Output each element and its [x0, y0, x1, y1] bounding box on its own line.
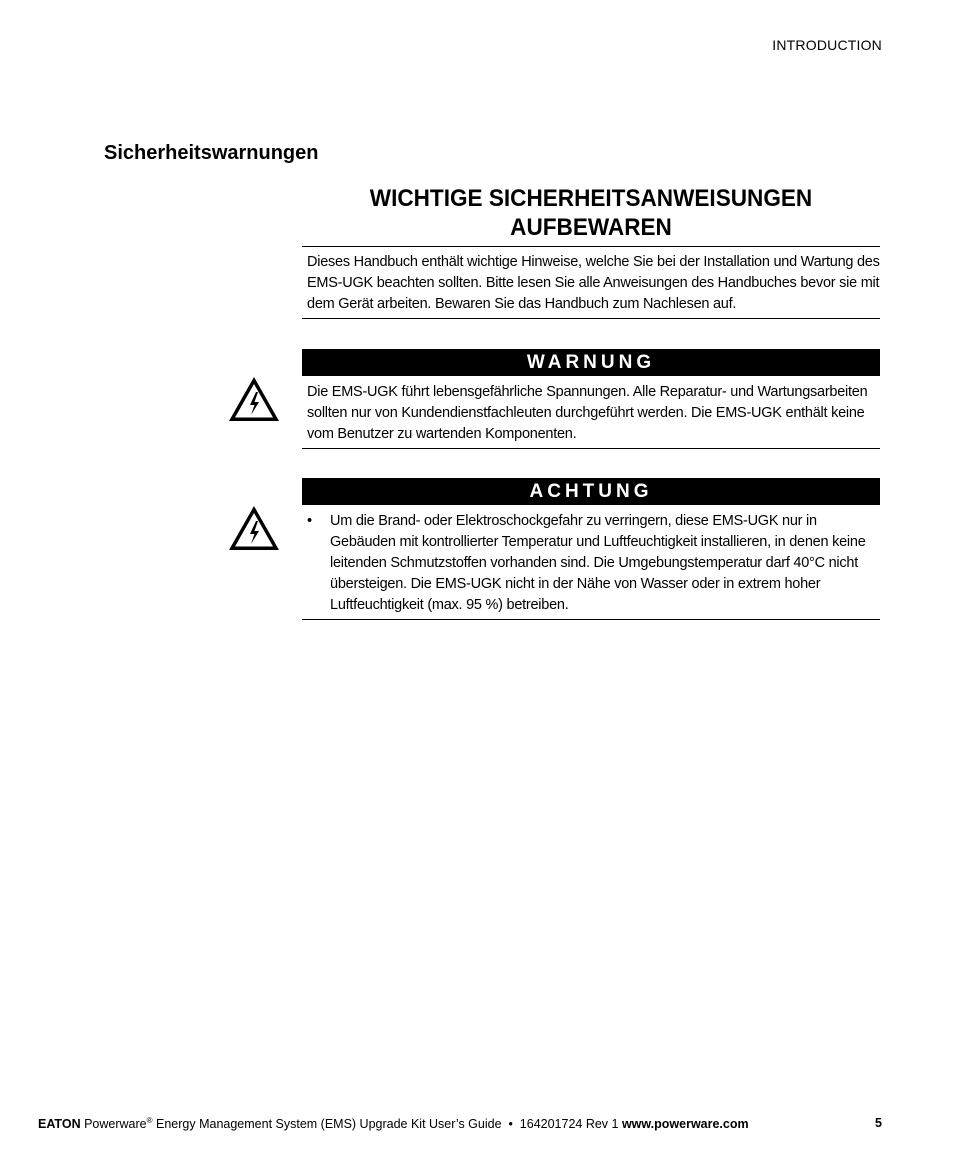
footer-brand: EATON [38, 1117, 81, 1132]
intro-divider [302, 318, 880, 319]
title-divider [302, 246, 880, 247]
page-footer [38, 1116, 882, 1131]
list-item [307, 511, 882, 616]
electrical-hazard-icon [227, 504, 281, 552]
warning-text: Die EMS-UGK führt lebensgefährliche Spannungen. Alle Reparatur- und Wartungsarbeiten sollten nur von Kundendienstfachleuten durchgeführt werden. Die EMS-UGK enthält keine vom Benutzer zu wartenden Komponenten. [307, 384, 868, 442]
caution-list [307, 511, 882, 616]
registered-mark: ® [146, 1116, 153, 1125]
main-title-line-2: AUFBEWAREN [510, 214, 672, 241]
caution-item-text: Um die Brand- oder Elektroschockgefahr zu verringern, diese EMS-UGK nur in Gebäuden mit kontrollierter Temperatur und Luftfeuchtigkeit installieren, in denen keine leitenden Schmutzstoffen vorhanden sind. Die Umgebungstemperatur darf 40°C nicht übersteigen. Die EMS-UGK nicht in der Nähe von Wasser oder in extrem hoher Luftfeuchtigkeit (max. 95 %) betreiben. [330, 513, 866, 613]
main-title [319, 184, 862, 242]
footer-product: Powerware [84, 1117, 147, 1132]
running-header: INTRODUCTION [772, 37, 882, 53]
warning-banner: WARNUNG [302, 349, 880, 376]
footer-doc-info [38, 1116, 749, 1131]
intro-paragraph: Dieses Handbuch enthält wichtige Hinweise, welche Sie bei der Installation und Wartung des EMS-UGK beachten sollten. Bitte lesen Sie alle Anweisungen des Handbuches bevor sie mit dem Gerät arbeiten. Bewaren Sie das Handbuch zum Nachlesen auf. [307, 254, 880, 312]
footer-website: www.powerware.com [621, 1117, 749, 1132]
section-title: Sicherheitswarnungen [104, 142, 319, 164]
main-title-line-1: WICHTIGE SICHERHEITSANWEISUNGEN [369, 185, 813, 212]
electrical-hazard-icon [227, 375, 281, 423]
page-number: 5 [875, 1116, 882, 1130]
bullet-marker: • [307, 513, 312, 529]
footer-doc-title: Energy Management System (EMS) Upgrade Kit User’s Guide • 164201724 Rev 1 [152, 1117, 622, 1132]
warning-divider [302, 448, 880, 449]
caution-banner: ACHTUNG [302, 478, 880, 505]
caution-divider [302, 619, 880, 620]
